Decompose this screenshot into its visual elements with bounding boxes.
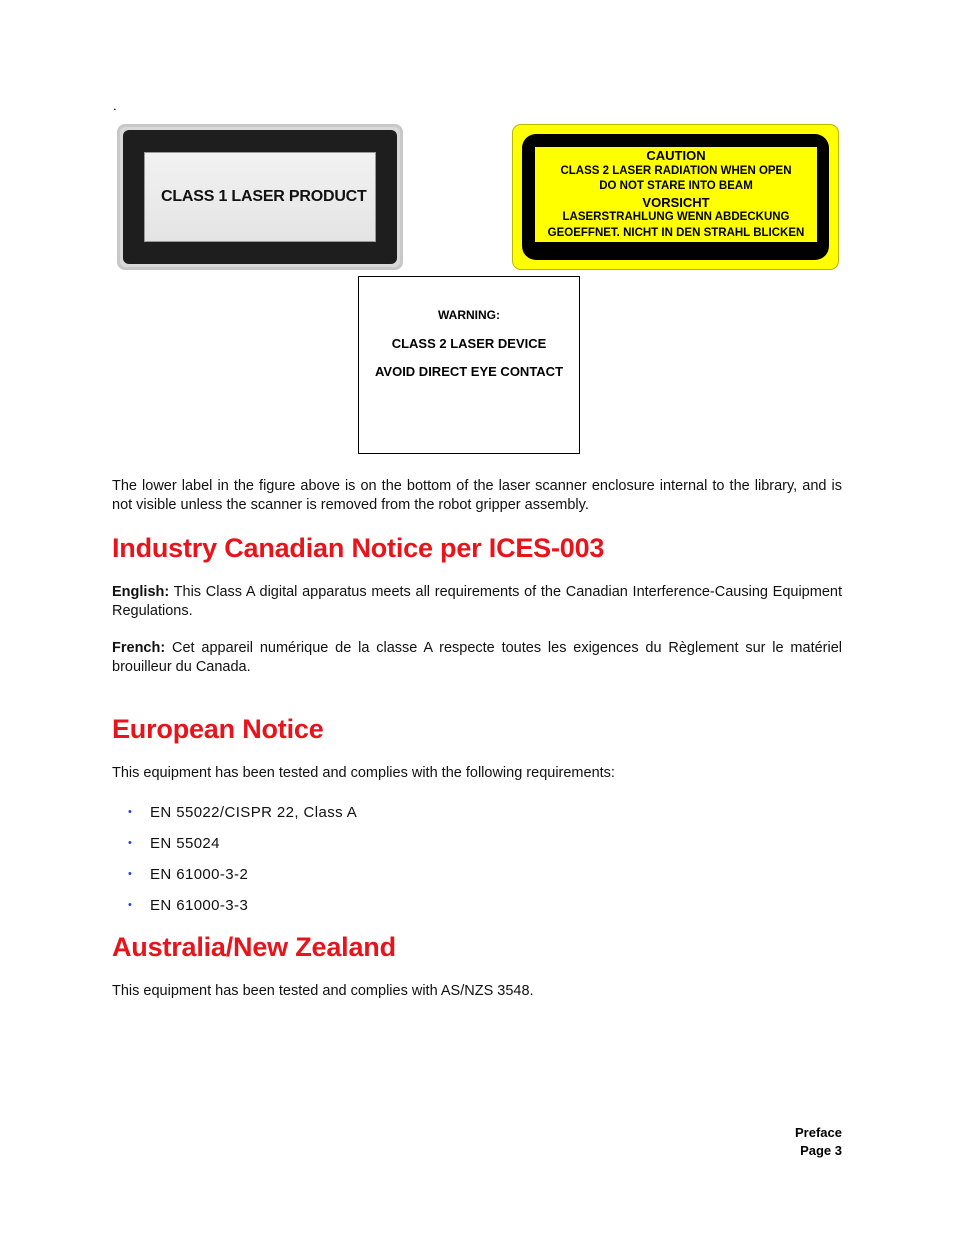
list-item-text: EN 55022/CISPR 22, Class A [150, 803, 358, 821]
caution-label-frame [522, 134, 829, 260]
class1-label-text: CLASS 1 LASER PRODUCT [161, 188, 367, 205]
footer-page-number: Page 3 [800, 1143, 842, 1158]
label-frame [123, 130, 397, 264]
list-item-text: EN 61000-3-3 [150, 896, 249, 914]
bullet-icon: • [128, 868, 133, 880]
english-paragraph [112, 583, 842, 621]
warning-line-2: AVOID DIRECT EYE CONTACT [374, 364, 564, 379]
intro-paragraph: The lower label in the figure above is on the bottom of the laser scanner enclosure internal to the library, and is not visible unless the scanner is removed from the robot gripper assembly. [112, 478, 842, 513]
warning-label [358, 276, 580, 454]
caution-line-3: LASERSTRAHLUNG WENN ABDECKUNG [562, 211, 790, 223]
english-text: This Class A digital apparatus meets all requirements of the Canadian Interference-Causing Equipment Regulations. [112, 584, 842, 619]
label-panel [144, 152, 376, 242]
list-item [128, 833, 220, 853]
french-text: Cet appareil numérique de la classe A respecte toutes les exigences du Règlement sur le matériel brouilleur du Canada. [112, 640, 842, 675]
list-item-text: EN 55024 [150, 834, 220, 852]
caution-line-4: GEOEFFNET. NICHT IN DEN STRAHL BLICKEN [547, 226, 805, 239]
list-item [128, 802, 357, 822]
australia-text: This equipment has been tested and complies with AS/NZS 3548. [112, 983, 534, 999]
warning-title: WARNING: [438, 308, 500, 322]
caution-heading: CAUTION [646, 148, 706, 163]
european-heading: European Notice [112, 714, 324, 744]
canadian-heading: Industry Canadian Notice per ICES-003 [112, 533, 605, 563]
french-label: French: [112, 640, 166, 656]
bullet-icon: • [128, 837, 133, 849]
class1-laser-label [117, 124, 403, 270]
bullet-icon: • [128, 806, 133, 818]
european-intro: This equipment has been tested and complies with the following requirements: [112, 765, 615, 781]
caution-laser-label [512, 124, 839, 270]
list-item [128, 864, 248, 884]
french-paragraph [112, 639, 842, 677]
bullet-icon: • [128, 899, 133, 911]
caution-label-panel [535, 147, 817, 242]
english-label: English: [112, 584, 170, 600]
page-mark: . [113, 98, 117, 113]
caution-line-1: CLASS 2 LASER RADIATION WHEN OPEN [560, 164, 792, 177]
caution-line-2: DO NOT STARE INTO BEAM [599, 180, 753, 192]
footer-section: Preface [795, 1125, 842, 1140]
warning-line-1: CLASS 2 LASER DEVICE [391, 336, 547, 351]
page-footer [795, 1124, 842, 1160]
list-item [128, 895, 248, 915]
vorsicht-heading: VORSICHT [642, 194, 710, 210]
list-item-text: EN 61000-3-2 [150, 865, 249, 883]
australia-heading: Australia/New Zealand [112, 932, 396, 962]
